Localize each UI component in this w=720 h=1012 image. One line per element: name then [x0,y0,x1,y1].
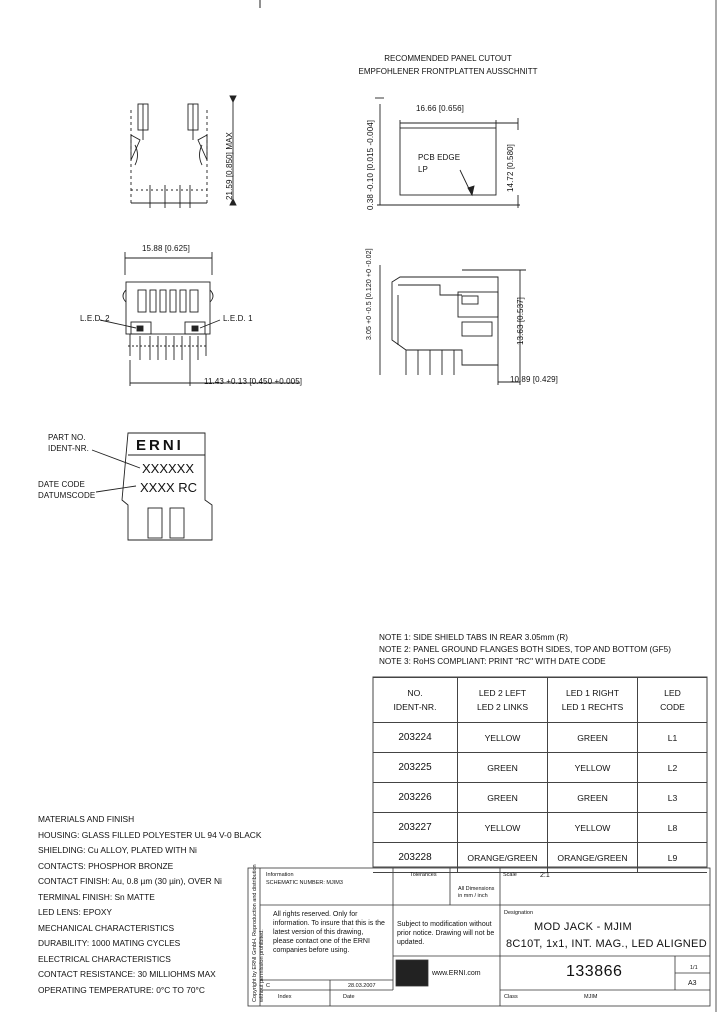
date-label: Date [343,994,355,1000]
class-value: MJIM [584,994,598,1000]
ident-nr-label: IDENT-NR. [48,444,89,453]
designation-label: Designation [504,910,534,916]
cell-ident: 203225 [398,762,432,773]
bottom-view [100,252,303,386]
cell-code: L8 [638,813,708,843]
led-code-table [373,677,707,873]
cell-led2: ORANGE/GREEN [458,843,548,873]
cell-led2: YELLOW [458,813,548,843]
sheet-format: A3 [688,980,697,987]
copyright-note: Copyright by ERNI GmbH. Reproduction and distribution without permission prohibited. [252,864,265,1002]
cell-code: L2 [638,753,708,783]
cell-ident: 203227 [398,822,432,833]
information-label: Information [266,872,294,878]
header-no: NO. [407,688,423,698]
header-ident: IDENT-NR. [393,702,437,712]
materials-line: CONTACTS: PHOSPHOR BRONZE [38,860,174,871]
table-row [373,813,707,843]
materials-line: OPERATING TEMPERATURE: 0°C TO 70°C [38,984,205,995]
cell-code: L9 [638,843,708,873]
header-led2-de: LED 2 LINKS [476,702,529,712]
datumscode-label: DATUMSCODE [38,491,96,500]
front-view-top [131,96,236,208]
materials-line: SHIELDING: Cu ALLOY, PLATED WITH Ni [38,845,197,855]
erni-url: www.ERNI.com [432,970,481,977]
tolerances-label: Tolerances [410,872,437,878]
cell-led2: GREEN [458,753,548,783]
materials-line: CONTACT RESISTANCE: 30 MILLIOHMS MAX [38,969,216,979]
led2-label: L.E.D. 2 [80,314,110,323]
cell-code: L1 [638,723,708,753]
date-marking-text: XXXX RC [140,480,198,495]
note-3: NOTE 3: RoHS COMPLIANT: PRINT "RC" WITH DATE CODE [379,657,606,666]
header-led2: LED 2 LEFT [478,688,527,698]
sheet-number: 1/1 [690,965,698,971]
table-row [373,753,707,783]
dimensions-note: All Dimensions in mm / inch [458,886,495,899]
date-code-label: DATE CODE [38,480,85,489]
cell-code: L3 [638,783,708,813]
cell-ident: 203224 [398,732,432,743]
header-led1: LED 1 RIGHT [565,688,619,698]
cutout-tol-dim: 0.38 -0.10 [0.015 -0.004] [366,119,375,210]
cell-ident: 203226 [398,792,432,803]
materials-line: LED LENS: EPOXY [38,907,113,917]
scale-value: 2:1 [540,872,550,879]
max-height-dim: 21.59 [0.850] MAX [225,132,234,200]
materials-line: TERMINAL FINISH: Sn MATTE [38,891,155,902]
electrical-heading: ELECTRICAL CHARACTERISTICS [38,953,171,964]
pcb-edge-label: PCB EDGE [418,153,461,162]
cell-led1: ORANGE/GREEN [548,843,638,873]
materials-heading: MATERIALS AND FINISH [38,814,135,824]
table-row [373,723,707,753]
part-marking-text: XXXXXX [142,461,195,476]
erni-brand-mark: ERNI [136,437,184,454]
table-header-row [373,678,707,723]
table-row [373,783,707,813]
materials-block [38,812,261,998]
subject-text: Subject to modification without prior notice. Drawing will not be updated. [397,921,495,946]
part-no-label: PART NO. [48,433,86,442]
note-1: NOTE 1: SIDE SHIELD TABS IN REAR 3.05mm (R) [379,633,568,642]
side-left-dim: 3.05 +0 -0.5 [0.120 +0 -0.02] [366,248,373,340]
cell-led1: GREEN [548,783,638,813]
cell-led1: YELLOW [548,813,638,843]
cutout-height-dim: 14.72 [0.580] [506,143,515,192]
side-view [380,265,526,385]
mechanical-heading: MECHANICAL CHARACTERISTICS [38,922,175,933]
header-led: LED [664,688,681,698]
cell-led2: YELLOW [458,723,548,753]
class-label: Class [504,994,518,1000]
side-depth-dim: 10.89 [0.429] [510,375,559,384]
side-height-dim: 13.63 [0.537] [516,296,525,345]
scale-label: Scale [503,872,517,878]
materials-line: HOUSING: GLASS FILLED POLYESTER UL 94 V-0 BLACK [38,829,262,840]
led1-label: L.E.D. 1 [223,314,253,323]
pcb-edge-lp: LP [418,165,428,174]
drawing-title-2: 8C10T, 1x1, INT. MAG., LED ALIGNED [506,938,707,950]
index-value: C [266,983,270,989]
cutout-title-de: EMPFOHLENER FRONTPLATTEN AUSSCHNITT [358,67,538,76]
cell-led1: GREEN [548,723,638,753]
materials-line: DURABILITY: 1000 MATING CYCLES [38,938,181,948]
header-code: CODE [660,702,685,712]
rights-text: All rights reserved. Only for information. To insure that this is the latest version of this drawing, please contact one of the ERNI companies before using. [273,911,385,954]
notes-block [379,632,671,668]
cutout-width-dim: 16.66 [0.656] [416,104,465,113]
bottom-dim: 11.43 +0.13 [0.450 +0.005] [204,377,303,386]
cell-led1: YELLOW [548,753,638,783]
cell-led2: GREEN [458,783,548,813]
cell-ident: 203228 [398,852,432,863]
cutout-title-en: RECOMMENDED PANEL CUTOUT [384,54,512,63]
information-value: SCHEMATIC NUMBER: MJIM3 [266,880,343,886]
table-row [373,843,707,873]
drawing-number: 133866 [566,963,623,980]
note-2: NOTE 2: PANEL GROUND FLANGES BOTH SIDES, TOP AND BOTTOM (GF5) [379,645,671,654]
materials-line: CONTACT FINISH: Au, 0.8 µm (30 µin), OVER Ni [38,876,222,886]
date-value: 28.03.2007 [348,983,376,989]
width-top-dim: 15.88 [0.625] [142,244,191,253]
drawing-title-1: MOD JACK - MJIM [534,921,632,933]
index-label: Index [278,994,292,1000]
header-led1-de: LED 1 RECHTS [561,702,624,712]
